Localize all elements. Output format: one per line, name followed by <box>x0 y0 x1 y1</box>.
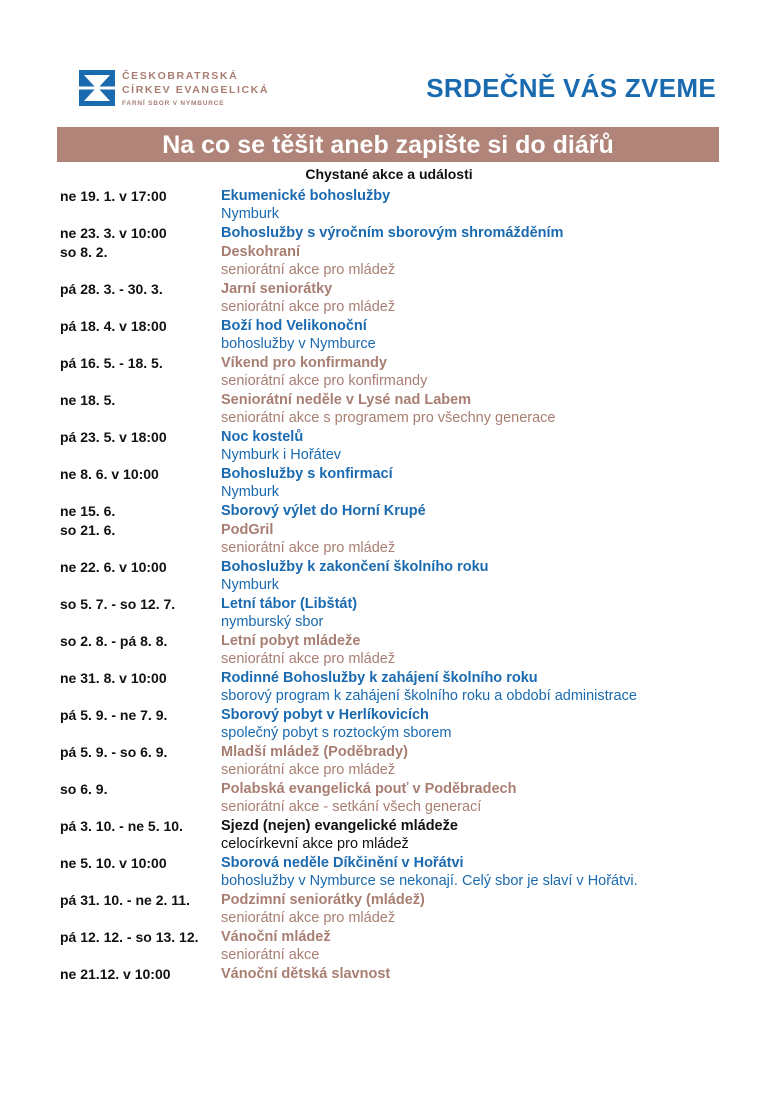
event-date: pá 18. 4. v 18:00 <box>60 318 167 334</box>
event-item <box>60 742 760 779</box>
event-date: so 21. 6. <box>60 522 116 538</box>
event-subtitle: Nymburk <box>221 206 280 222</box>
event-subtitle: bohoslužby v Nymburce se nekonají. Celý sbor je slaví v Hořátvi. <box>221 873 638 889</box>
event-subtitle: seniorátní akce pro mládež <box>221 262 396 278</box>
event-title: Rodinné Bohoslužby k zahájení školního roku <box>221 670 538 686</box>
event-item <box>60 631 760 668</box>
event-date: ne 8. 6. v 10:00 <box>60 466 159 482</box>
event-item <box>60 779 760 816</box>
event-date: ne 18. 5. <box>60 392 116 408</box>
event-subtitle: seniorátní akce - setkání všech generací <box>221 799 482 815</box>
event-item <box>60 223 760 242</box>
event-date: ne 22. 6. v 10:00 <box>60 559 167 575</box>
church-logo <box>79 70 269 107</box>
event-item <box>60 557 760 594</box>
event-item <box>60 186 760 223</box>
event-date: so 8. 2. <box>60 244 108 260</box>
event-title: Letní pobyt mládeže <box>221 633 361 649</box>
event-subtitle: seniorátní akce <box>221 947 320 963</box>
event-date: pá 5. 9. - ne 7. 9. <box>60 707 168 723</box>
event-title: Polabská evangelická pouť v Poděbradech <box>221 781 517 797</box>
event-item <box>60 464 760 501</box>
event-date: pá 3. 10. - ne 5. 10. <box>60 818 183 834</box>
event-title: Mladší mládež (Poděbrady) <box>221 744 408 760</box>
event-subtitle: bohoslužby v Nymburce <box>221 336 376 352</box>
chalice-cross-icon <box>79 70 115 106</box>
event-title: Bohoslužby s výročním sborovým shromážděním <box>221 225 564 241</box>
event-item <box>60 853 760 890</box>
event-item <box>60 520 760 557</box>
event-title: Seniorátní neděle v Lysé nad Labem <box>221 392 472 408</box>
event-date: ne 31. 8. v 10:00 <box>60 670 167 686</box>
event-date: ne 23. 3. v 10:00 <box>60 225 167 241</box>
event-item <box>60 390 760 427</box>
event-subtitle: seniorátní akce pro mládež <box>221 540 396 556</box>
event-title: Bohoslužby s konfirmací <box>221 466 393 482</box>
event-item <box>60 816 760 853</box>
event-date: pá 12. 12. - so 13. 12. <box>60 929 199 945</box>
event-date: ne 19. 1. v 17:00 <box>60 188 167 204</box>
event-title: Bohoslužby k zakončení školního roku <box>221 559 489 575</box>
event-title: Sborový výlet do Horní Krupé <box>221 503 426 519</box>
logo-line-2: CÍRKEV EVANGELICKÁ <box>122 84 270 96</box>
event-item <box>60 427 760 464</box>
events-subtitle: Chystané akce a události <box>305 166 473 182</box>
event-item <box>60 316 760 353</box>
event-subtitle: Nymburk i Hořátev <box>221 447 342 463</box>
event-item <box>60 705 760 742</box>
event-date: pá 16. 5. - 18. 5. <box>60 355 163 371</box>
event-title: Vánoční mládež <box>221 929 331 945</box>
event-title: Víkend pro konfirmandy <box>221 355 387 371</box>
event-subtitle: seniorátní akce s programem pro všechny generace <box>221 410 556 426</box>
event-item <box>60 668 760 705</box>
event-date: ne 21.12. v 10:00 <box>60 966 171 982</box>
page-title-banner: Na co se těšit aneb zapište si do diářů <box>57 127 719 162</box>
event-title: Deskohraní <box>221 244 300 260</box>
event-date: so 5. 7. - so 12. 7. <box>60 596 176 612</box>
event-date: pá 31. 10. - ne 2. 11. <box>60 892 190 908</box>
event-subtitle: seniorátní akce pro mládež <box>221 762 396 778</box>
event-subtitle: Nymburk <box>221 577 280 593</box>
event-date: ne 5. 10. v 10:00 <box>60 855 167 871</box>
logo-line-3: FARNÍ SBOR V NYMBURCE <box>122 100 225 107</box>
event-item <box>60 242 760 279</box>
event-title: Jarní seniorátky <box>221 281 333 297</box>
event-subtitle: seniorátní akce pro konfirmandy <box>221 373 428 389</box>
event-list <box>60 186 760 983</box>
event-subtitle: nymburský sbor <box>221 614 324 630</box>
event-subtitle: Nymburk <box>221 484 280 500</box>
event-title: Podzimní seniorátky (mládež) <box>221 892 425 908</box>
event-subtitle: seniorátní akce pro mládež <box>221 651 396 667</box>
event-subtitle: celocírkevní akce pro mládež <box>221 836 409 852</box>
invite-heading: SRDEČNĚ VÁS ZVEME <box>426 73 716 103</box>
event-title: Sborová neděle Díkčinění v Hořátvi <box>221 855 464 871</box>
event-title: PodGril <box>221 522 274 538</box>
event-subtitle: společný pobyt s roztockým sborem <box>221 725 452 741</box>
event-subtitle: seniorátní akce pro mládež <box>221 299 396 315</box>
event-date: ne 15. 6. <box>60 503 116 519</box>
event-title: Noc kostelů <box>221 429 304 445</box>
event-item <box>60 927 760 964</box>
event-item <box>60 279 760 316</box>
event-subtitle: sborový program k zahájení školního roku a období administrace <box>221 688 637 704</box>
event-title: Ekumenické bohoslužby <box>221 188 391 204</box>
event-date: so 2. 8. - pá 8. 8. <box>60 633 168 649</box>
event-title: Letní tábor (Libštát) <box>221 596 358 612</box>
event-title: Vánoční dětská slavnost <box>221 966 391 982</box>
event-subtitle: seniorátní akce pro mládež <box>221 910 396 926</box>
event-title: Sborový pobyt v Herlíkovicích <box>221 707 429 723</box>
event-date: pá 28. 3. - 30. 3. <box>60 281 163 297</box>
event-item <box>60 964 760 983</box>
event-item <box>60 353 760 390</box>
event-title: Sjezd (nejen) evangelické mládeže <box>221 818 458 834</box>
event-item <box>60 594 760 631</box>
event-title: Boží hod Velikonoční <box>221 318 367 334</box>
event-date: pá 5. 9. - so 6. 9. <box>60 744 168 760</box>
event-item <box>60 501 760 520</box>
event-date: pá 23. 5. v 18:00 <box>60 429 167 445</box>
event-item <box>60 890 760 927</box>
event-date: so 6. 9. <box>60 781 108 797</box>
logo-line-1: ČESKOBRATRSKÁ <box>122 70 239 82</box>
